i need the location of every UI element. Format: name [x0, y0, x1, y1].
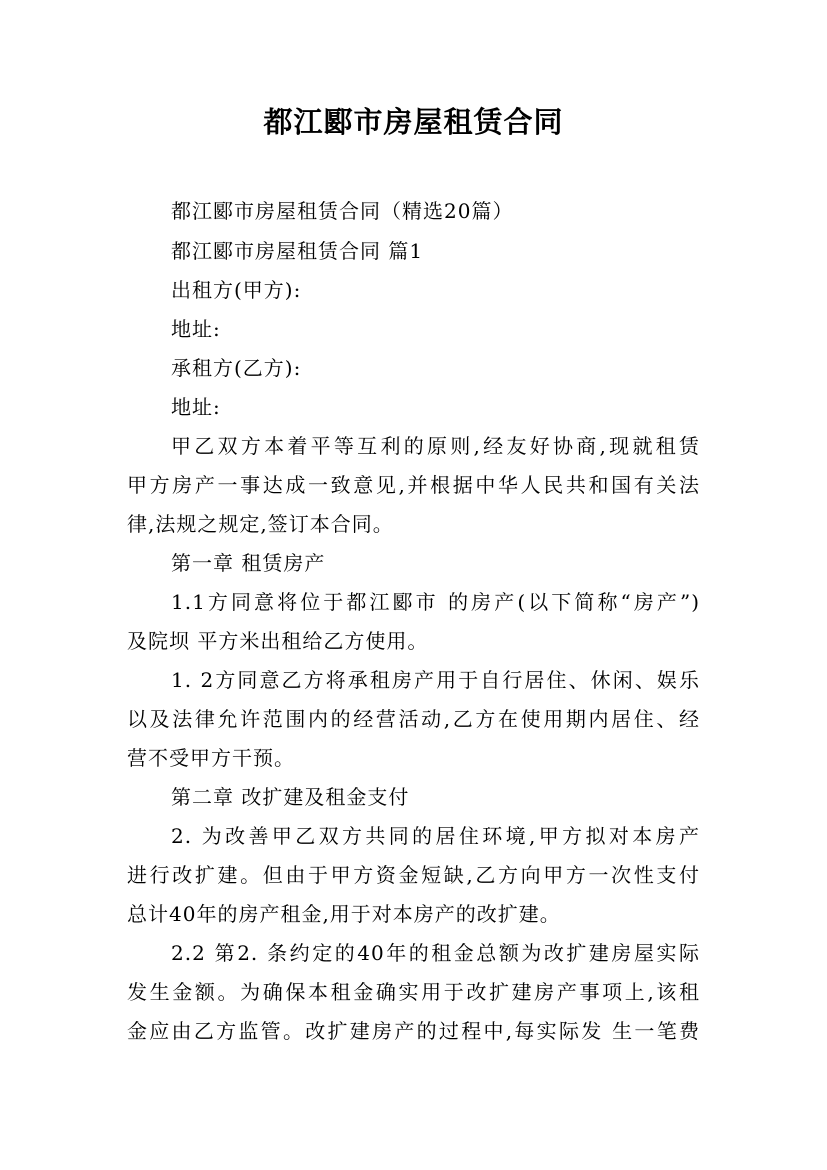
- paragraph-line: 以及法律允许范围内的经营活动,乙方在使用期内居住、经: [127, 707, 700, 731]
- paragraph-line: 1. 2方同意乙方将承租房产用于自行居住、休闲、娱乐: [171, 668, 700, 692]
- paragraph-line: 律,法规之规定,签订本合同。: [127, 512, 394, 536]
- chapter-heading: 第一章 租赁房产: [171, 551, 326, 575]
- subtitle-line: 都江郾市房屋租赁合同（精选20篇）: [171, 199, 514, 223]
- paragraph-line: 金应由乙方监管。改扩建房产的过程中,每实际发 生一笔费: [127, 1019, 700, 1043]
- paragraph-line: 及院坝 平方米出租给乙方使用。: [127, 629, 429, 653]
- paragraph-line: 发生金额。为确保本租金确实用于改扩建房产事项上,该租: [127, 980, 700, 1004]
- paragraph-line: 甲乙双方本着平等互利的原则,经友好协商,现就租赁: [171, 434, 700, 458]
- lessee-address-label: 地址:: [171, 395, 221, 419]
- paragraph-line: 进行改扩建。但由于甲方资金短缺,乙方向甲方一次性支付: [127, 863, 700, 887]
- lessor-label: 出租方(甲方):: [171, 278, 302, 302]
- paragraph-line: 1.1方同意将位于都江郾市 的房产(以下简称“房产”): [171, 590, 700, 614]
- document-title: 都江郾市房屋租赁合同: [263, 105, 564, 139]
- chapter-heading: 第二章 改扩建及租金支付: [171, 785, 410, 809]
- paragraph-line: 总计40年的房产租金,用于对本房产的改扩建。: [127, 902, 561, 926]
- paragraph-line: 甲方房产一事达成一致意见,并根据中华人民共和国有关法: [127, 473, 700, 497]
- section-heading-line: 都江郾市房屋租赁合同 篇1: [171, 239, 424, 263]
- paragraph-line: 营不受甲方干预。: [127, 746, 295, 770]
- paragraph-line: 2.2 第2. 条约定的40年的租金总额为改扩建房屋实际: [171, 941, 700, 965]
- lessee-label: 承租方(乙方):: [171, 356, 302, 380]
- paragraph-line: 2. 为改善甲乙双方共同的居住环境,甲方拟对本房产: [171, 824, 700, 848]
- lessor-address-label: 地址:: [171, 317, 221, 341]
